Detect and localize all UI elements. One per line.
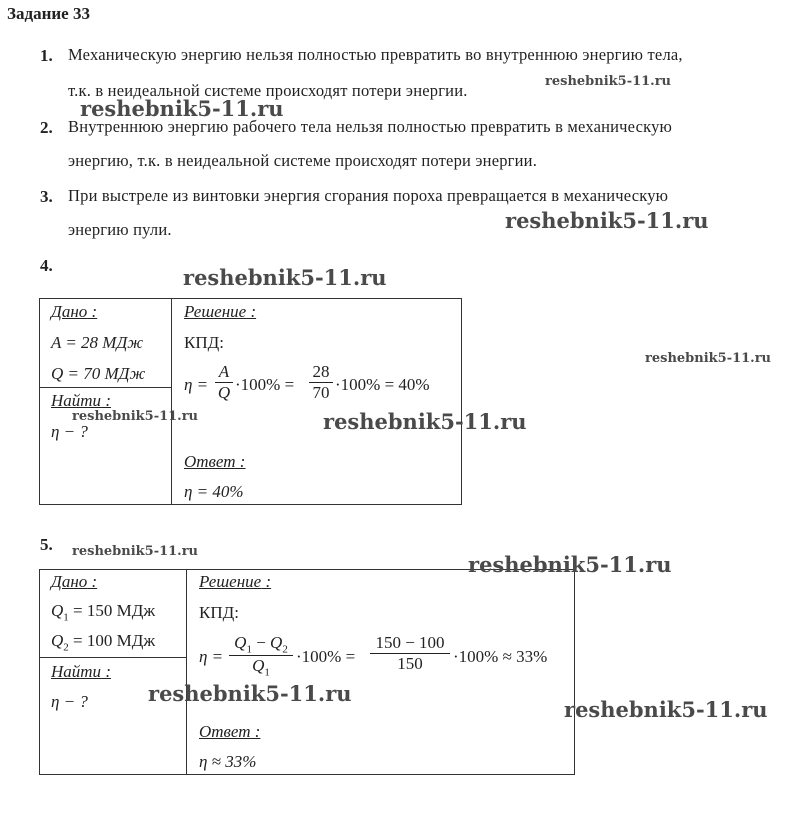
given-value: A = 28 МДж xyxy=(51,333,144,352)
formula-eta: η = xyxy=(199,647,224,666)
fraction-q1-q2 xyxy=(229,633,293,679)
given-value: Q = 70 МДж xyxy=(51,364,146,383)
task5-table xyxy=(39,569,575,775)
watermark: reshebnik5-11.ru xyxy=(323,409,527,434)
answer-value: η = 40% xyxy=(184,482,244,501)
answer-label: Ответ : xyxy=(199,722,261,741)
formula-mid: ·100% = xyxy=(296,647,356,666)
watermark: reshebnik5-11.ru xyxy=(645,351,772,366)
item-text: Внутреннюю энергию рабочего тела нельзя полностью превратить в механическую xyxy=(68,117,673,136)
fraction-28-70 xyxy=(309,362,333,403)
given-label: Дано : xyxy=(51,572,98,591)
table-divider xyxy=(171,298,172,505)
table-divider xyxy=(39,387,172,388)
numerator: 150 − 100 xyxy=(375,633,445,652)
solution-label: Решение : xyxy=(184,302,257,321)
find-label: Найти : xyxy=(51,391,111,410)
denominator: 70 xyxy=(309,382,333,403)
page-title: Задание 33 xyxy=(7,4,90,23)
item-text: При выстреле из винтовки энергия сгорания пороха превращается в механическую xyxy=(68,186,669,205)
solution-label: Решение : xyxy=(199,572,272,591)
watermark: reshebnik5-11.ru xyxy=(468,552,672,577)
watermark: reshebnik5-11.ru xyxy=(505,208,709,233)
kpd-label: КПД: xyxy=(199,603,239,622)
item-text: энергию, т.к. в неидеальной системе происходят потери энергии. xyxy=(68,151,538,170)
numerator: $Q_1 - Q_2$ xyxy=(234,633,288,656)
formula-mid: ·100% = xyxy=(235,375,295,394)
watermark: reshebnik5-11.ru xyxy=(545,74,672,89)
find-label: Найти : xyxy=(51,662,111,681)
given-value: $Q_2 = 100$ МДж xyxy=(51,631,156,654)
denominator: 150 xyxy=(370,653,450,674)
item-number: 2. xyxy=(40,118,53,137)
answer-value: η ≈ 33% xyxy=(199,752,257,771)
find-value: η − ? xyxy=(51,692,88,711)
numerator: A xyxy=(218,362,230,381)
item-number: 4. xyxy=(40,256,53,275)
watermark: reshebnik5-11.ru xyxy=(564,697,768,722)
table-divider xyxy=(186,569,187,775)
watermark: reshebnik5-11.ru xyxy=(72,544,199,559)
watermark: reshebnik5-11.ru xyxy=(72,409,199,424)
fraction-150-100 xyxy=(370,633,450,674)
watermark: reshebnik5-11.ru xyxy=(148,681,352,706)
denominator: $Q_1$ xyxy=(229,655,293,678)
formula-eta: η = xyxy=(184,375,209,394)
item-number: 1. xyxy=(40,46,53,65)
given-value: $Q_1 = 150$ МДж xyxy=(51,601,156,624)
item-text: энергию пули. xyxy=(68,220,172,239)
numerator: 28 xyxy=(312,362,330,381)
item-text: Механическую энергию нельзя полностью превратить во внутреннюю энергию тела, xyxy=(68,45,683,64)
item-number: 3. xyxy=(40,187,53,206)
fraction-a-q xyxy=(215,362,233,403)
formula-result: ·100% ≈ 33% xyxy=(453,647,548,666)
watermark: reshebnik5-11.ru xyxy=(80,96,284,121)
given-label: Дано : xyxy=(51,302,98,321)
item-number: 5. xyxy=(40,535,53,554)
kpd-label: КПД: xyxy=(184,333,224,352)
formula-result: ·100% = 40% xyxy=(335,375,430,394)
item-text: т.к. в неидеальной системе происходят потери энергии. xyxy=(68,81,468,100)
denominator: Q xyxy=(215,382,233,403)
find-value: η − ? xyxy=(51,422,88,441)
table-divider xyxy=(39,657,187,658)
watermark: reshebnik5-11.ru xyxy=(183,265,387,290)
answer-label: Ответ : xyxy=(184,452,246,471)
